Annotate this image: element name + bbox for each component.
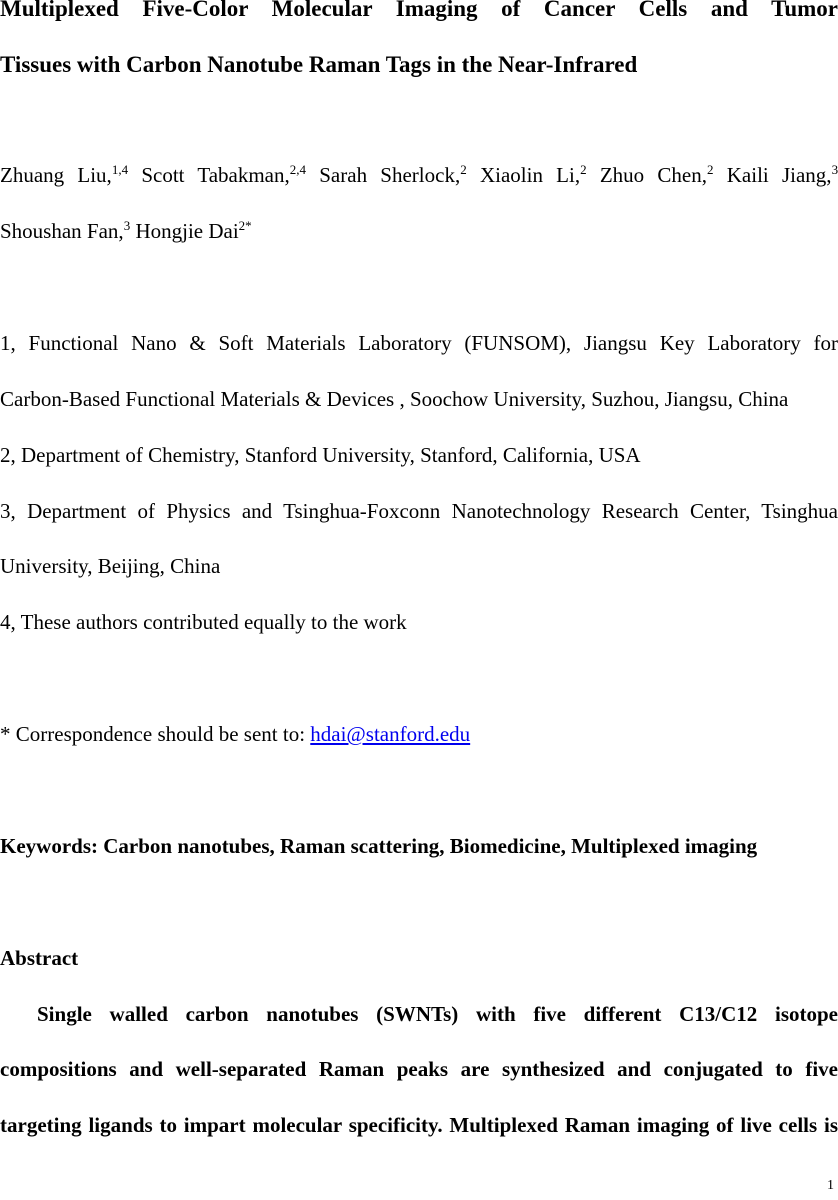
- author: Xiaolin Li,$^2$: [479, 162, 587, 187]
- keywords: Keywords: Carbon nanotubes, Raman scattering, Biomedicine, Multiplexed imaging: [0, 834, 758, 858]
- abstract-line-3: targeting ligands to impart molecular specificity. Multiplexed Raman imaging of live cells is: [0, 1113, 838, 1137]
- affiliation-3-line-2: University, Beijing, China: [0, 554, 221, 578]
- author: Zhuang Liu,$^{1,4}$: [0, 162, 129, 187]
- author: Zhuo Chen,$^2$: [599, 162, 714, 187]
- author: Sarah Sherlock,$^2$: [319, 162, 467, 187]
- correspondence-label: * Correspondence should be sent to:: [0, 722, 311, 746]
- email-link[interactable]: hdai@stanford.edu: [310, 722, 471, 746]
- author: Shoushan Fan,$^3$: [0, 218, 131, 243]
- author: Kaili Jiang,$^3$: [726, 162, 838, 187]
- affiliation-1-line-1: 1, Functional Nano & Soft Materials Laboratory (FUNSOM), Jiangsu Key Laboratory for: [0, 331, 838, 355]
- author: Hongjie Dai$^{2*}$: [135, 218, 252, 243]
- affiliation-1-line-2: Carbon-Based Functional Materials & Devices , Soochow University, Suzhou, Jiangsu, China: [0, 387, 789, 411]
- paper-title-line-2: Tissues with Carbon Nanotube Raman Tags in the Near-Infrared: [0, 52, 638, 77]
- paper-title-line-1: Multiplexed Five-Color Molecular Imaging of Cancer Cells and Tumor: [0, 0, 838, 21]
- author-line-1: [0, 160, 838, 190]
- abstract-line-2: compositions and well-separated Raman peaks are synthesized and conjugated to five: [0, 1057, 838, 1081]
- author: Scott Tabakman,$^{2,4}$: [141, 162, 306, 187]
- affiliation-4: 4, These authors contributed equally to the work: [0, 610, 407, 634]
- affiliation-3-line-1: 3, Department of Physics and Tsinghua-Foxconn Nanotechnology Research Center, Tsinghua: [0, 499, 838, 523]
- page-number: 1: [827, 1178, 834, 1193]
- correspondence: [0, 719, 838, 749]
- abstract-heading: Abstract: [0, 946, 79, 970]
- abstract-line-1: Single walled carbon nanotubes (SWNTs) with five different C13/C12 isotope: [37, 1002, 838, 1026]
- affiliation-2: 2, Department of Chemistry, Stanford University, Stanford, California, USA: [0, 443, 641, 467]
- author-line-2: [0, 216, 838, 246]
